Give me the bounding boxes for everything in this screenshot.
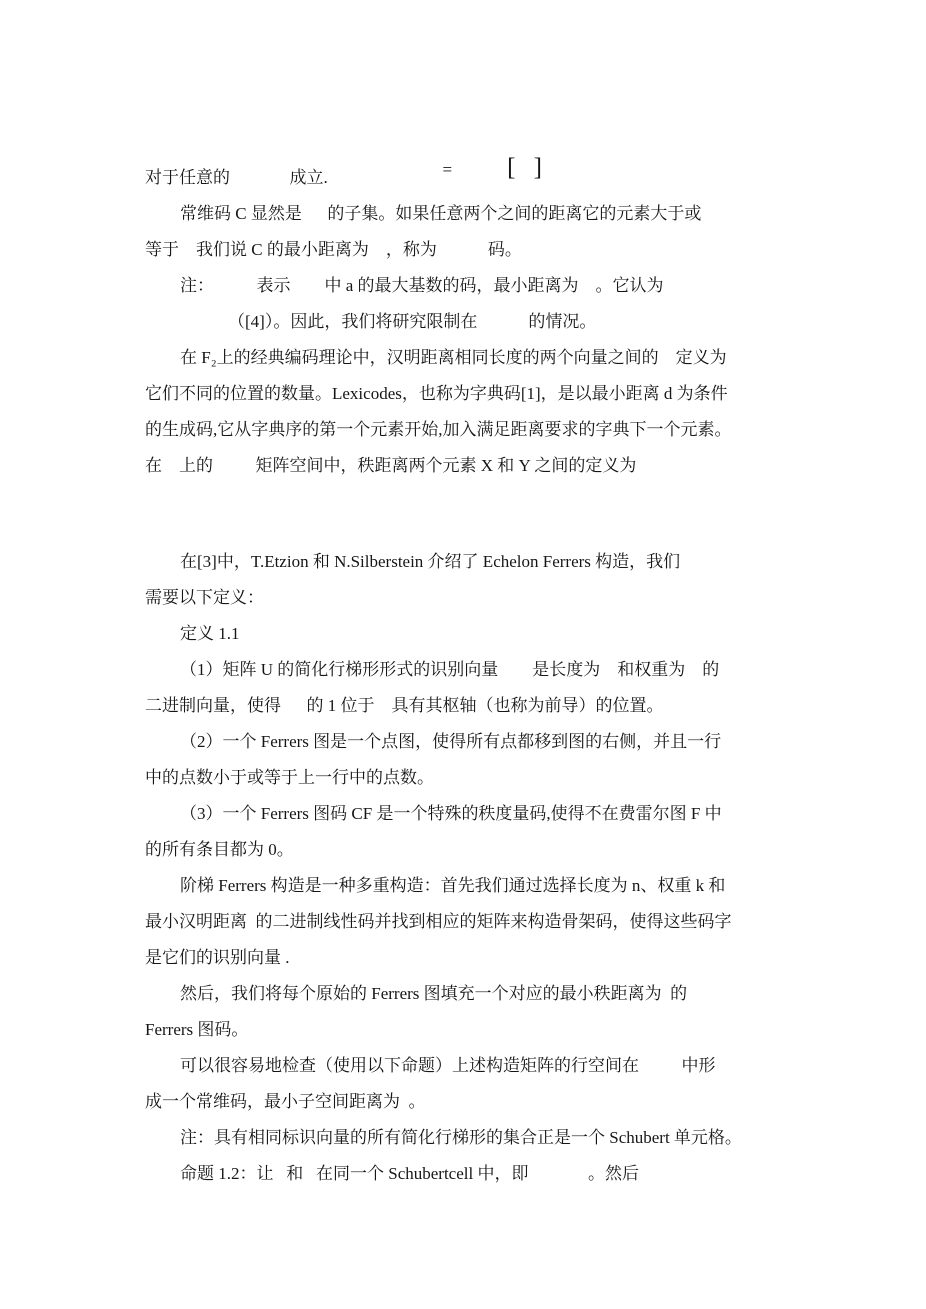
blank-line <box>145 484 786 514</box>
text-line: 对于任意的 成立. <box>145 168 328 187</box>
formula-equals-sign: = <box>442 160 453 179</box>
text-line: 成一个常维码，最小子空间距离为 。 <box>145 1092 426 1111</box>
text-line: 阶梯 Ferrers 构造是一种多重构造：首先我们通过选择长度为 n、权重 k 和 <box>180 876 726 895</box>
text-line: 是它们的识别向量 . <box>145 948 290 967</box>
text-lines <box>145 160 786 1192</box>
text-line: （3）一个 Ferrers 图码 CF 是一个特殊的秩度量码,使得不在费雷尔图 F 中 <box>180 804 722 823</box>
formula-brackets: [ ] <box>507 154 548 181</box>
text-line: 中的点数小于或等于上一行中的点数。 <box>145 768 434 787</box>
text-line: 的生成码,它从字典序的第一个元素开始,加入满足距离要求的字典下一个元素。 <box>145 420 732 439</box>
text-line: 在 上的 矩阵空间中，秩距离两个元素 X 和 Y 之间的定义为 <box>145 456 637 475</box>
text-line: 常维码 C 显然是 的子集。如果任意两个之间的距离它的元素大于或 <box>180 204 702 223</box>
text-line: （1）矩阵 U 的简化行梯形形式的识别向量 是长度为 和权重为 的 <box>180 660 720 679</box>
text-line: 命题 1.2：让 和 在同一个 Schubertcell 中，即 。然后 <box>180 1164 639 1183</box>
blank-line <box>145 514 786 544</box>
text-line: 需要以下定义： <box>145 588 264 607</box>
text-line: 注： 表示 中 a 的最大基数的码，最小距离为 。它认为 <box>180 276 664 295</box>
text-line: 的所有条目都为 0。 <box>145 840 294 859</box>
text-line: 定义 1.1 <box>180 624 240 643</box>
text-line: Ferrers 图码。 <box>145 1020 249 1039</box>
text-line: 注：具有相同标识向量的所有简化行梯形的集合正是一个 Schubert 单元格。 <box>180 1128 742 1147</box>
text-line: （2）一个 Ferrers 图是一个点图，使得所有点都移到图的右侧，并且一行 <box>180 732 722 751</box>
text-line: 二进制向量，使得 的 1 位于 具有其枢轴（也称为前导）的位置。 <box>145 696 664 715</box>
text-line: 它们不同的位置的数量。Lexicodes，也称为字典码[1]，是以最小距离 d 为条件 <box>145 384 728 403</box>
text-line: 可以很容易地检查（使用以下命题）上述构造矩阵的行空间在 中形 <box>180 1056 716 1075</box>
text-line: 在[3]中，T.Etzion 和 N.Silberstein 介绍了 Echelon Ferrers 构造，我们 <box>180 552 681 571</box>
text-line: 然后，我们将每个原始的 Ferrers 图填充一个对应的最小秩距离为 的 <box>180 984 688 1003</box>
text-line: 最小汉明距离 的二进制线性码并找到相应的矩阵来构造骨架码，使得这些码字 <box>145 912 732 931</box>
text-line: （[4]）。因此，我们将研究限制在 的情况。 <box>228 312 597 331</box>
text-line: 等于 我们说 C 的最小距离为 ，称为 码。 <box>145 240 522 259</box>
text-line: 在 F₂上的经典编码理论中，汉明距离相同长度的两个向量之间的 定义为 <box>180 348 727 367</box>
